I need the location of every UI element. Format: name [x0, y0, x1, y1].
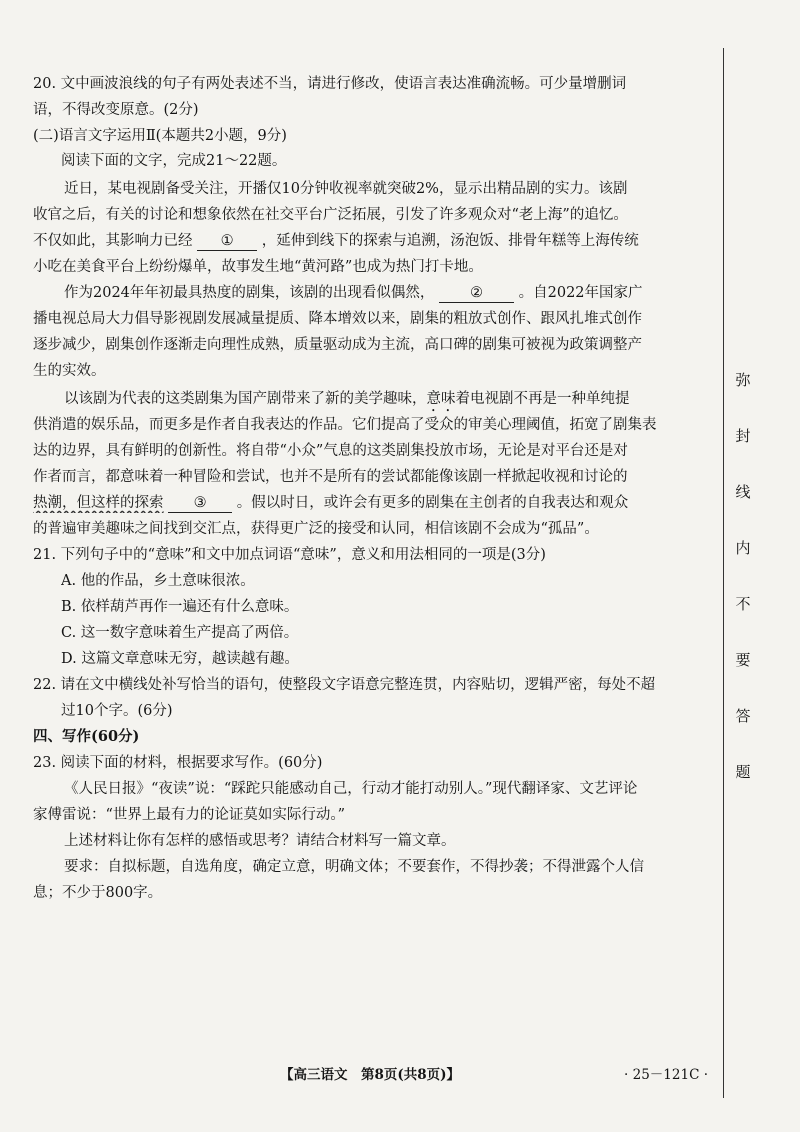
q20-line1: 20. 文中画波浪线的句子有两处表述不当，请进行修改，使语言表达准确流畅。可少量增删词: [33, 76, 627, 92]
q21-option-c: C. 这一数字意味着生产提高了两倍。: [61, 625, 299, 641]
q21-option-b: B. 依样葫芦再作一遍还有什么意味。: [61, 599, 299, 615]
q21-stem: 21. 下列句子中的“意味”和文中加点词语“意味”，意义和用法相同的一项是(3分): [33, 547, 546, 563]
para3-line1-post: 着电视剧不再是一种单纯提: [455, 391, 630, 407]
para2-line1-post: 。自2022年国家广: [518, 285, 643, 301]
para3-line5-pre: 热潮，但这样的探索: [33, 495, 164, 511]
blank-1: ①: [197, 232, 257, 251]
para1-line3-pre: 不仅如此，其影响力已经: [33, 233, 193, 249]
para3-line1: [64, 389, 713, 415]
blank-3: ③: [168, 494, 232, 513]
seal-char: 弥: [735, 371, 751, 389]
para3-line3: 达的边界，具有鲜明的创新性。将自带“小众”气息的这类剧集投放市场，无论是对平台还是对: [33, 443, 628, 459]
seal-char: 线: [735, 483, 751, 501]
seal-char: 封: [735, 427, 751, 445]
q22-line2: 过10个字。(6分): [61, 703, 173, 719]
footer-code: · 25－121C ·: [624, 1067, 708, 1083]
section4-title: 四、写作(60分): [33, 728, 140, 745]
q23-requirements-line1: 要求：自拟标题，自选角度，确定立意，明确文体；不要套作，不得抄袭；不得泄露个人信: [64, 859, 644, 875]
para1-line1: 近日，某电视剧备受关注，开播仅10分钟收视率就突破2%，显示出精品剧的实力。该剧: [64, 181, 628, 197]
q23-material-line1: 《人民日报》“夜读”说：“踩跎只能感动自己，行动才能打动别人。”现代翻译家、文艺评论: [64, 781, 638, 797]
para1-line3: [33, 231, 713, 251]
para2-line3: 逐步减少，剧集创作逐渐走向理性成熟，质量驱动成为主流，高口碑的剧集可被视为政策调整产: [33, 337, 642, 353]
seal-char: 答: [735, 707, 751, 725]
para1-line4: 小吃在美食平台上纷纷爆单，故事发生地“黄河路”也成为热门打卡地。: [33, 259, 483, 275]
section2-title: (二)语言文字运用Ⅱ(本题共2小题，9分): [33, 128, 287, 144]
instruction: 阅读下面的文字，完成21～22题。: [61, 153, 287, 169]
para3-line5-post: 。假以时日，或许会有更多的剧集在主创者的自我表达和观众: [236, 495, 629, 511]
para2-line4: 生的实效。: [33, 363, 106, 379]
para1-line3-post: ，延伸到线下的探索与追溯，汤泡饭、排骨年糕等上海传统: [261, 233, 639, 249]
para2-line2: 播电视总局大力倡导影视剧发展减量提质、降本增效以来，剧集的粗放式创作、跟风扎堆式创作: [33, 311, 642, 327]
binding-line: [723, 48, 724, 1098]
q21-option-a: A. 他的作品，乡土意味很浓。: [61, 573, 255, 589]
dotted-word-yiwei: 意味: [426, 391, 456, 407]
seal-char: 要: [735, 651, 751, 669]
para3-line6: 的普遍审美趣味之间找到交汇点，获得更广泛的接受和认同，相信该剧不会成为“孤品”。: [33, 521, 599, 537]
q21-option-d: D. 这篇文章意味无穷，越读越有趣。: [61, 651, 299, 667]
para3-line5: [33, 493, 713, 513]
seal-char: 题: [735, 763, 751, 781]
q22-line1: 22. 请在文中横线处补写恰当的语句，使整段文字语意完整连贯，内容贴切，逻辑严密，每处不超: [33, 677, 656, 693]
para2-line1-pre: 作为2024年年初最具热度的剧集，该剧的出现看似偶然，: [64, 285, 435, 301]
q23-prompt: 上述材料让你有怎样的感悟或思考？请结合材料写一篇文章。: [64, 833, 456, 849]
para3-line1-pre: 以该剧为代表的这类剧集为国产剧带来了新的美学趣味，: [64, 391, 427, 407]
blank-2: ②: [439, 284, 514, 303]
seal-char: 不: [735, 595, 751, 613]
para3-line2: 供消遣的娱乐品，而更多是作者自我表达的作品。它们提高了受众的审美心理阈值，拓宽了剧集表: [33, 417, 657, 433]
q23-stem: 23. 阅读下面的材料，根据要求写作。(60分): [33, 755, 323, 771]
page-footer: [0, 1063, 800, 1085]
para1-line2: 收官之后，有关的讨论和想象依然在社交平台广泛拓展，引发了许多观众对“老上海”的追忆。: [33, 207, 628, 223]
para3-line4: 作者而言，都意味着一种冒险和尝试，也并不是所有的尝试都能像该剧一样掀起收视和讨论的: [33, 469, 628, 485]
q23-material-line2: 家傅雷说：“世界上最有力的论证莫如实际行动。”: [33, 807, 346, 823]
seal-line-notice: [728, 352, 758, 800]
seal-char: 内: [735, 539, 751, 557]
q20-line2: 语，不得改变原意。(2分): [33, 102, 199, 118]
q23-requirements-line2: 息；不少于800字。: [33, 885, 163, 901]
footer-page-info: 【高三语文 第8页(共8页)】: [279, 1067, 461, 1083]
para2-line1: [64, 283, 713, 303]
